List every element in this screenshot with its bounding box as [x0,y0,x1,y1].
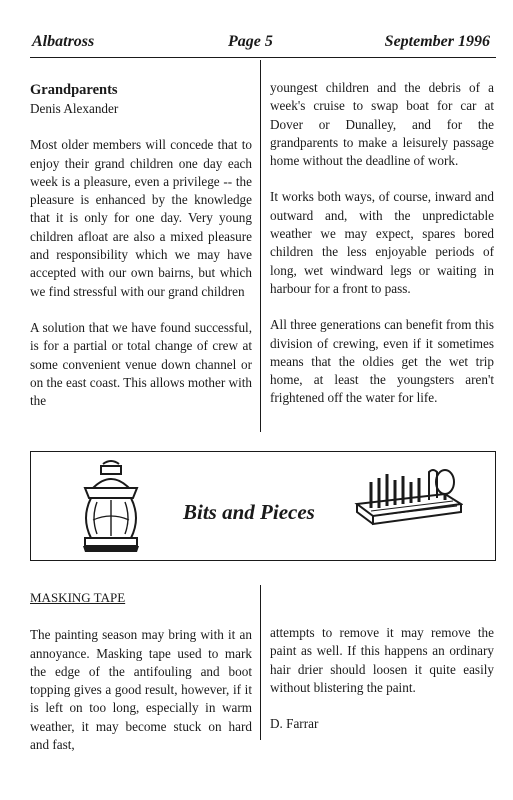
article-paragraph: It works both ways, of course, inward and outward and, with the unpredictable weather we may expect, spares bored children the less enjoyable periods of long, wet windward legs or waiting in harbour for a front to pass. [270,189,494,296]
lantern-icon [71,458,151,556]
masking-right-column [270,624,494,751]
article-right-column [270,79,494,426]
masking-author: D. Farrar [270,716,319,732]
header-rule [30,57,496,58]
article-paragraph: youngest children and the debris of a week's cruise to swap boat for car at Dover or Dunalley, and for the grandparents to make a leisurely passage home without the deadline of work. [270,80,494,169]
page-header [30,33,490,55]
column-divider-bottom [260,585,261,740]
article-paragraph: All three generations can benefit from this division of crewing, even if it sometimes means that the oldies get the wet trip home, at least the youngsters aren't frightened off the water for life. [270,317,494,406]
issue-date: September 1996 [384,33,490,50]
article-left-column [30,81,252,428]
banner-title: Bits and Pieces [183,500,315,524]
tool-rack-icon [353,464,463,532]
newsletter-name: Albatross [32,33,95,50]
page-number: Page 5 [228,33,273,50]
article-title: Grandparents [30,82,118,98]
masking-paragraph: attempts to remove it may remove the paint as well. If this happens an ordinary hair drier should loosen it quite easily without blistering the paint. [270,625,494,695]
masking-heading: MASKING TAPE [30,590,126,605]
bits-and-pieces-banner [30,451,496,561]
article-paragraph: Most older members will concede that to enjoy their grand children one day each week is a pleasure, even a privilege -- the pleasure is enhanced by the knowledge that it is only for one day. Very young children afloat are also a mixed pleasure and responsibility which we may have accepted with our own bairns, but which we find stressful with our grand children [30,137,252,299]
masking-left-column [30,589,252,772]
article-author: Denis Alexander [30,101,119,116]
article-paragraph: A solution that we have found successful, is for a partial or total change of crew at some convenient venue down channel or on the east coast. This allows mother with the [30,319,252,409]
masking-paragraph: The painting season may bring with it an annoyance. Masking tape used to mark the edge of the antifouling and boot topping gives a good result, however, if it is left on too long, especially in warm weather, it may become stuck on hard and fast, [30,627,252,753]
column-divider-top [260,60,261,432]
